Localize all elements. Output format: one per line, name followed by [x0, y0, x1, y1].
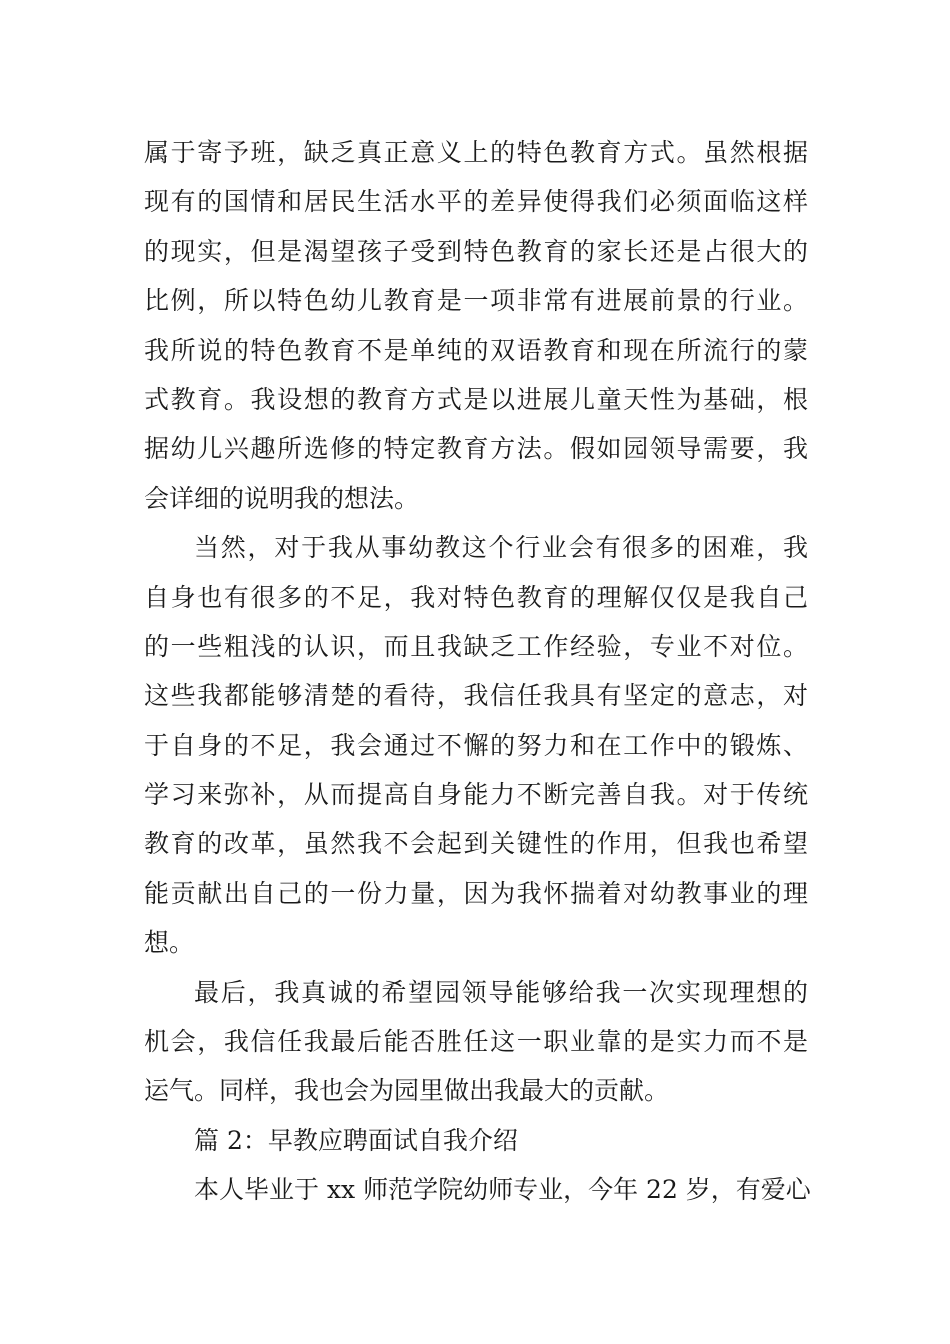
text-line: 式教育。我设想的教育方式是以进展儿童天性为基础，根 — [144, 384, 808, 414]
text-line: 教育的改革，虽然我不会起到关键性的作用，但我也希望 — [144, 829, 808, 859]
text-line: 的一些粗浅的认识，而且我缺乏工作经验，专业不对位。 — [144, 631, 808, 661]
text-line: 于自身的不足，我会通过不懈的努力和在工作中的锻炼、 — [144, 730, 808, 760]
text-line: 想。 — [144, 928, 195, 958]
text-line: 据幼儿兴趣所选修的特定教育方法。假如园领导需要，我 — [144, 434, 808, 464]
text-line: 学习来弥补，从而提高自身能力不断完善自我。对于传统 — [144, 780, 808, 810]
paragraph-start-line: 本人毕业于 xx 师范学院幼师专业，今年 22 岁，有爱心 — [194, 1175, 811, 1205]
paragraph-start-line: 最后，我真诚的希望园领导能够给我一次实现理想的 — [194, 977, 808, 1007]
text-line: 的现实，但是渴望孩子受到特色教育的家长还是占很大的 — [144, 236, 808, 266]
text-line: 运气。同样，我也会为园里做出我最大的贡献。 — [144, 1076, 670, 1106]
text-line: 会详细的说明我的想法。 — [144, 483, 420, 513]
document-page — [144, 128, 811, 1215]
text-line: 我所说的特色教育不是单纯的双语教育和现在所流行的蒙 — [144, 335, 808, 365]
section-heading: 篇 2：早教应聘面试自我介绍 — [194, 1125, 518, 1155]
paragraph-start-line: 当然，对于我从事幼教这个行业会有很多的困难，我 — [194, 533, 808, 563]
text-line: 现有的国情和居民生活水平的差异使得我们必须面临这样 — [144, 187, 808, 217]
text-line: 这些我都能够清楚的看待，我信任我具有坚定的意志，对 — [144, 681, 808, 711]
text-line: 属于寄予班，缺乏真正意义上的特色教育方式。虽然根据 — [144, 138, 808, 167]
text-line: 机会，我信任我最后能否胜任这一职业靠的是实力而不是 — [144, 1027, 808, 1057]
text-line: 比例，所以特色幼儿教育是一项非常有进展前景的行业。 — [144, 286, 808, 316]
text-line: 自身也有很多的不足，我对特色教育的理解仅仅是我自己 — [144, 582, 808, 612]
text-line: 能贡献出自己的一份力量，因为我怀揣着对幼教事业的理 — [144, 878, 808, 908]
